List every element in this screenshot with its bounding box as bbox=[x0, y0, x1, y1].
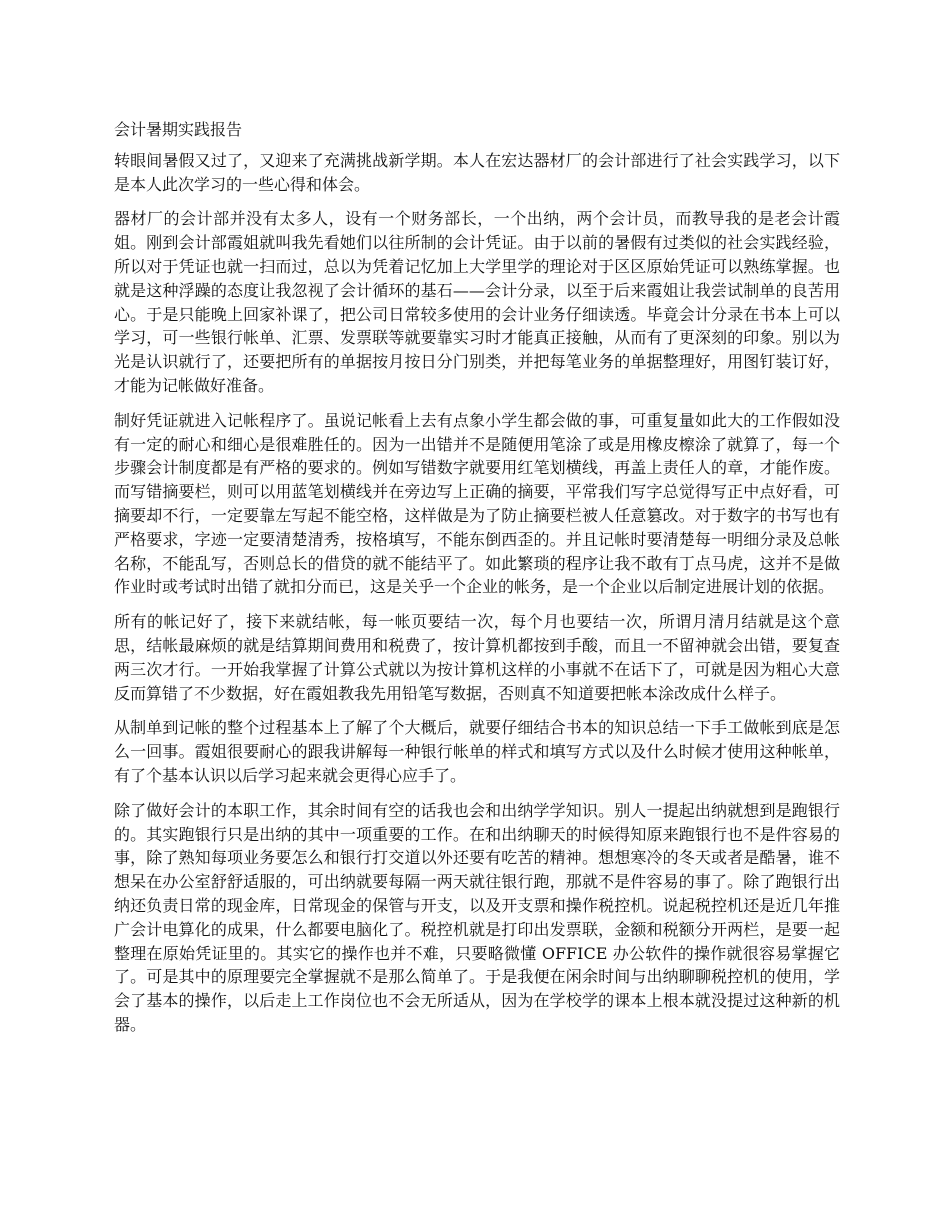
paragraph-intro: 转眼间暑假又过了，又迎来了充满挑战新学期。本人在宏达器材厂的会计部进行了社会实践学习，以下是本人此次学习的一些心得和体会。 bbox=[114, 150, 840, 194]
paragraph-cashier: 除了做好会计的本职工作，其余时间有空的话我也会和出纳学学知识。别人一提起出纳就想到是跑银行的。其实跑银行只是出纳的其中一项重要的工作。在和出纳聊天的时候得知原来跑银行也不是件容易的事，除了熟知每项业务要怎么和银行打交道以外还要有吃苦的精神。想想寒冷的冬天或者是酷暑，谁不想呆在办公室舒舒适服的，可出纳就要每隔一两天就往银行跑，那就不是件容易的事了。除了跑银行出纳还负责日常的现金库，日常现金的保管与开支，以及开支票和操作税控机。说起税控机还是近几年推广会计电算化的成果，什么都要电脑化了。税控机就是打印出发票联，金额和税额分开两栏，是要一起整理在原始凭证里的。其实它的操作也并不难，只要略微懂 OFFICE 办公软件的操作就很容易掌握它了。可是其中的原理要完全掌握就不是那么简单了。于是我便在闲余时间与出纳聊聊税控机的使用，学会了基本的操作，以后走上工作岗位也不会无所适从，因为在学校学的课本上根本就没提过这种新的机器。 bbox=[114, 800, 840, 1034]
paragraph-closing-accounts: 所有的帐记好了，接下来就结帐，每一帐页要结一次，每个月也要结一次，所谓月清月结就是这个意思，结帐最麻烦的就是结算期间费用和税费了，按计算机都按到手酸，而且一不留神就会出错，要复查两三次才行。一开始我掌握了计算公式就以为按计算机这样的小事就不在话下了，可就是因为粗心大意反而算错了不少数据，好在霞姐教我先用铅笔写数据，否则真不知道要把帐本涂改成什么样子。 bbox=[114, 612, 840, 703]
paragraph-summary: 从制单到记帐的整个过程基本上了解了个大概后，就要仔细结合书本的知识总结一下手工做帐到底是怎么一回事。霞姐很要耐心的跟我讲解每一种银行帐单的样式和填写方式以及什么时候才使用这种帐单，有了个基本认识以后学习起来就会更得心应手了。 bbox=[114, 718, 840, 785]
paragraph-bookkeeping: 制好凭证就进入记帐程序了。虽说记帐看上去有点象小学生都会做的事，可重复量如此大的工作假如没有一定的耐心和细心是很难胜任的。因为一出错并不是随便用笔涂了或是用橡皮檫涂了就算了，每一个步骤会计制度都是有严格的要求的。例如写错数字就要用红笔划横线，再盖上责任人的章，才能作废。而写错摘要栏，则可以用蓝笔划横线并在旁边写上正确的摘要，平常我们写字总觉得写正中点好看，可摘要却不行，一定要靠左写起不能空格，这样做是为了防止摘要栏被人任意篡改。对于数字的书写也有严格要求，字迹一定要清楚清秀，按格填写，不能东倒西歪的。并且记帐时要清楚每一明细分录及总帐名称，不能乱写，否则总长的借贷的就不能结平了。如此繁琐的程序让我不敢有丁点马虎，这并不是做作业时或考试时出错了就扣分而已，这是关乎一个企业的帐务，是一个企业以后制定进展计划的依据。 bbox=[114, 410, 840, 597]
document-title: 会计暑期实践报告 bbox=[114, 120, 243, 139]
document-page bbox=[114, 118, 840, 1048]
paragraph-vouchers: 器材厂的会计部并没有太多人，设有一个财务部长，一个出纳，两个会计员，而教导我的是老会计霞姐。刚到会计部霞姐就叫我先看她们以往所制的会计凭证。由于以前的暑假有过类似的社会实践经验，所以对于凭证也就一扫而过，总以为凭着记忆加上大学里学的理论对于区区原始凭证可以熟练掌握。也就是这种浮躁的态度让我忽视了会计循环的基石——会计分录，以至于后来霞姐让我尝试制单的良苦用心。于是只能晚上回家补课了，把公司日常较多使用的会计业务仔细读透。毕竟会计分录在书本上可以学习，可一些银行帐单、汇票、发票联等就要靠实习时才能真正接触，从而有了更深刻的印象。别以为光是认识就行了，还要把所有的单据按月按日分门别类，并把每笔业务的单据整理好，用图钉装订好，才能为记帐做好准备。 bbox=[114, 209, 840, 395]
